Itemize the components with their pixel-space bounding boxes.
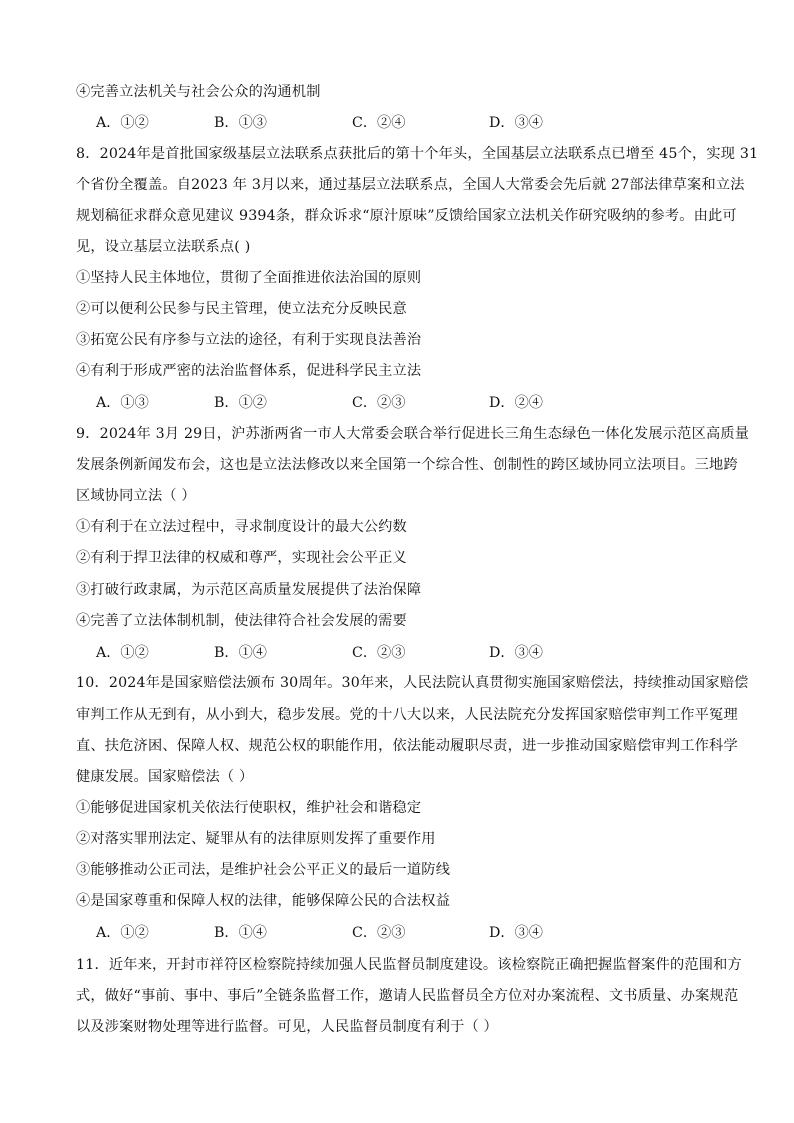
q9-option-b[interactable]: B．①④ (214, 645, 267, 661)
q9-option-a[interactable]: A．①② (96, 645, 149, 661)
q10-stem-line: 直、扶危济困、保障人权、规范公权的职能作用，依法能动履职尽责，进一步推动国家赔偿审判工作科学 (76, 738, 738, 754)
q9-item-4: ④完善了立法体制机制，使法律符合社会发展的需要 (76, 613, 407, 629)
q9-option-c[interactable]: C．②③ (352, 645, 406, 661)
q9-option-d[interactable]: D．③④ (489, 645, 543, 661)
q10-stem-line: 10．2024年是国家赔偿法颁布 30周年。30年来，人民法院认真贯彻实施国家赔偿法，持续推动国家赔偿 (76, 675, 749, 691)
q8-option-c[interactable]: C．②③ (352, 395, 406, 411)
q10-stem-line: 健康发展。国家赔偿法（ ） (76, 769, 254, 785)
q10-option-d[interactable]: D．③④ (489, 925, 543, 941)
q7-options (96, 113, 656, 133)
q10-stem-line: 审判工作从无到有，从小到大，稳步发展。党的十八大以来，人民法院充分发挥国家赔偿审判工作平冤理 (76, 707, 738, 723)
q9-item-1: ①有利于在立法过程中，寻求制度设计的最大公约数 (76, 519, 407, 535)
q10-item-2: ②对落实罪刑法定、疑罪从有的法律原则发挥了重要作用 (76, 831, 436, 847)
q7-option-c[interactable]: C．②④ (352, 115, 406, 131)
q10-options (96, 923, 656, 943)
q11-stem-line: 以及涉案财物处理等进行监督。可见，人民监督员制度有利于（ ） (76, 1019, 498, 1035)
q9-stem-line: 区域协同立法（ ） (76, 488, 196, 504)
q7-option-a[interactable]: A．①② (96, 115, 149, 131)
q8-stem-line: 8．2024年是首批国家级基层立法联系点获批后的第十个年头，全国基层立法联系点已增至 45个，实现 31 (76, 146, 759, 162)
q9-stem-line: 9．2024年 3月 29日，沪苏浙两省一市人大常委会联合举行促进长三角生态绿色一体化发展示范区高质量 (76, 426, 750, 442)
q8-stem-line: 个省份全覆盖。自2023 年 3月以来，通过基层立法联系点，全国人大常委会先后就 27部法律草案和立法 (76, 177, 745, 193)
q8-stem-line: 见，设立基层立法联系点( ) (76, 239, 251, 255)
q8-option-d[interactable]: D．②④ (489, 395, 543, 411)
q7-item-4: ④完善立法机关与社会公众的沟通机制 (76, 84, 321, 100)
q10-option-b[interactable]: B．①④ (214, 925, 267, 941)
q8-item-3: ③拓宽公民有序参与立法的途径，有利于实现良法善治 (76, 332, 422, 348)
q8-options (96, 393, 656, 413)
q10-option-c[interactable]: C．②③ (352, 925, 406, 941)
q7-option-d[interactable]: D．③④ (489, 115, 543, 131)
q9-stem-line: 发展条例新闻发布会，这也是立法法修改以来全国第一个综合性、创制性的跨区域协同立法项目。三地跨 (76, 457, 738, 473)
q10-item-4: ④是国家尊重和保障人权的法律，能够保障公民的合法权益 (76, 893, 451, 909)
q9-item-2: ②有利于捍卫法律的权威和尊严，实现社会公平正义 (76, 550, 407, 566)
q10-option-a[interactable]: A．①② (96, 925, 149, 941)
q8-option-b[interactable]: B．①② (214, 395, 267, 411)
q10-item-3: ③能够推动公正司法，是维护社会公平正义的最后一道防线 (76, 862, 451, 878)
q9-item-3: ③打破行政隶属，为示范区高质量发展提供了法治保障 (76, 582, 422, 598)
q11-stem-line: 式，做好“事前、事中、事后”全链条监督工作，邀请人民监督员全方位对办案流程、文书质量、办案规范 (76, 988, 739, 1004)
q8-item-1: ①坚持人民主体地位，贯彻了全面推进依法治国的原则 (76, 270, 422, 286)
q9-options (96, 643, 656, 663)
q11-stem-line: 11．近年来，开封市祥符区检察院持续加强人民监督员制度建设。该检察院正确把握监督案件的范围和方 (76, 957, 742, 973)
q8-item-2: ②可以便利公民参与民主管理，使立法充分反映民意 (76, 301, 407, 317)
q8-stem-line: 规划稿征求群众意见建议 9394条，群众诉求“原汁原味”反馈给国家立法机关作研究吸纳的参考。由此可 (76, 208, 737, 224)
q8-option-a[interactable]: A．①③ (96, 395, 149, 411)
q8-item-4: ④有利于形成严密的法治监督体系，促进科学民主立法 (76, 363, 422, 379)
q10-item-1: ①能够促进国家机关依法行使职权，维护社会和谐稳定 (76, 800, 422, 816)
q7-option-b[interactable]: B．①③ (214, 115, 267, 131)
